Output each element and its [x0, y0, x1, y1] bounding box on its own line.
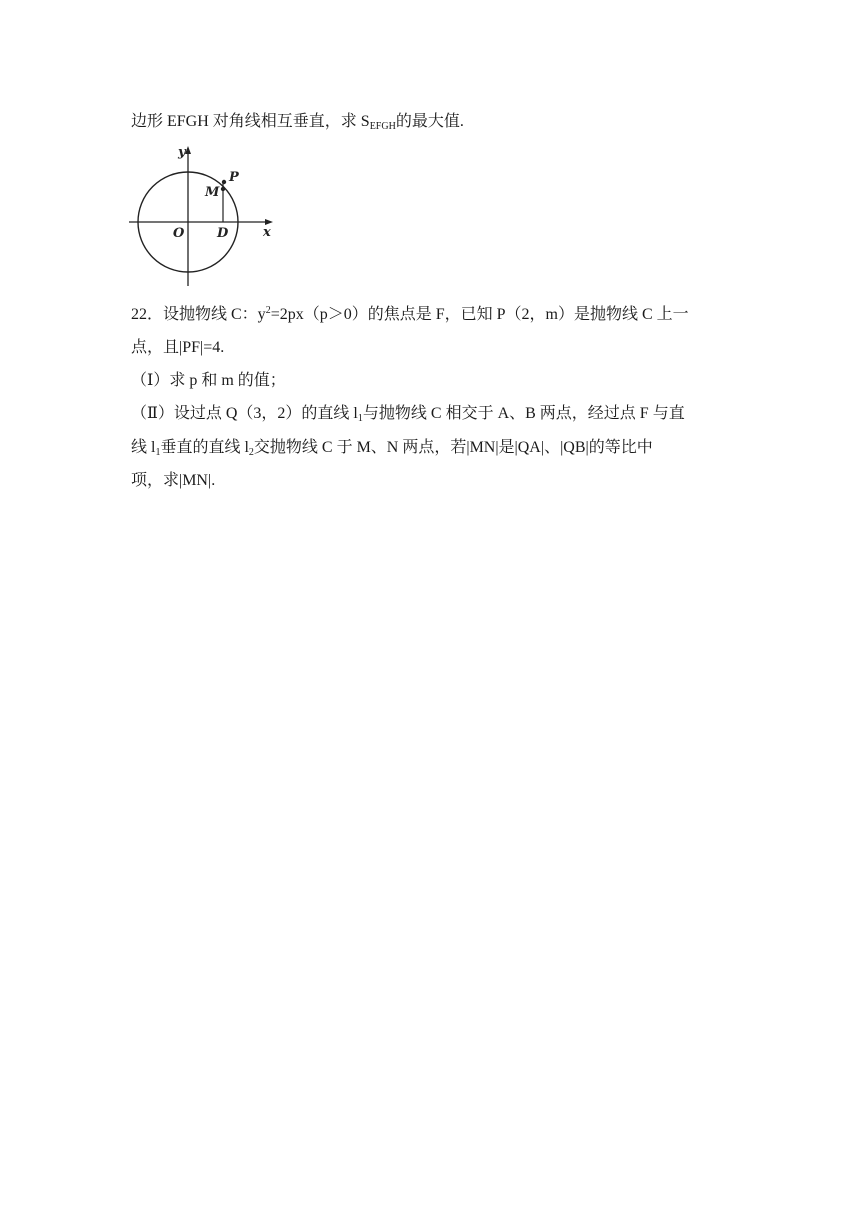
point-p [222, 180, 226, 184]
part-2-line-1-b: 与抛物线 C 相交于 A、B 两点，经过点 F 与直 [362, 405, 685, 422]
label-p: P [229, 170, 239, 185]
problem-21-text-suffix: 的最大值. [395, 113, 464, 130]
problem-22-line-1-a: 22．设抛物线 C：y [131, 306, 266, 323]
label-y: y [178, 145, 186, 160]
circle-figure [127, 143, 275, 288]
subscript-1b: 1 [155, 447, 161, 458]
label-o: O [173, 226, 185, 241]
point-m [221, 187, 225, 191]
area-subscript: EFGH [369, 121, 396, 132]
part-2-line-2-a: 线 l [131, 439, 156, 456]
subscript-2: 2 [248, 447, 254, 458]
part-2-line-2-b: 垂直的直线 l [160, 439, 249, 456]
problem-21-tail [131, 112, 464, 134]
problem-22-part-2-line-3: 项，求|MN|. [131, 472, 216, 489]
problem-22-line-2: 点，且|PF|=4. [131, 339, 225, 356]
problem-22-part-2-line-2 [131, 438, 653, 460]
problem-22-part-2-line-1 [131, 404, 685, 426]
problem-22-part-1: （Ⅰ）求 p 和 m 的值； [131, 372, 286, 389]
label-m: M [205, 185, 220, 200]
part-2-line-2-c: 交抛物线 C 于 M、N 两点，若|MN|是|QA|、|QB|的等比中 [253, 439, 653, 456]
problem-21-text-prefix: 边形 EFGH 对角线相互垂直，求 S [131, 113, 370, 130]
exponent-2: 2 [265, 305, 271, 316]
label-d: D [217, 226, 229, 241]
subscript-1: 1 [357, 413, 363, 424]
y-axis-arrow [185, 146, 191, 154]
part-2-line-1-a: （Ⅱ）设过点 Q（3，2）的直线 l [131, 405, 358, 422]
problem-22-line-1 [131, 305, 689, 327]
problem-22-line-1-b: =2px（p＞0）的焦点是 F，已知 P（2，m）是抛物线 C 上一 [270, 306, 689, 323]
label-x: x [263, 225, 271, 240]
